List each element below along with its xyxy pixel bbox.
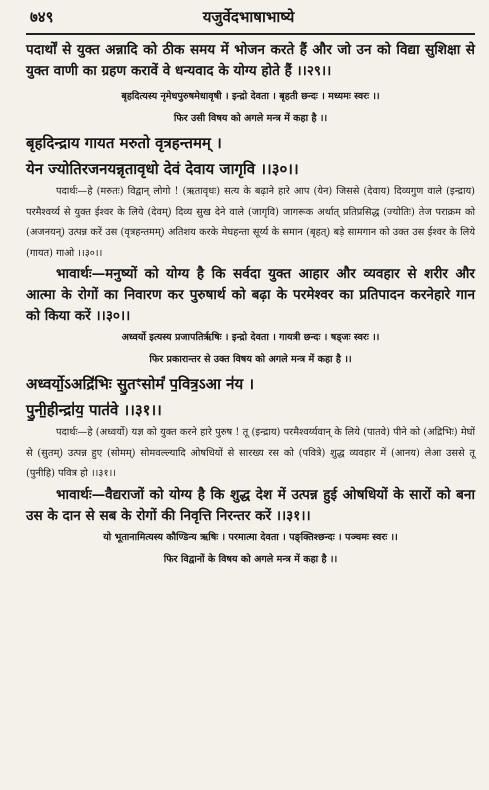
- mantra-intro: फिर विद्वानों के विषय को अगले मन्त्र में कहा है ।।: [163, 553, 338, 565]
- mantra-intro: फिर प्रकारान्तर से उक्त विषय को अगले मन्त्र में कहा है ।।: [149, 354, 352, 365]
- mantra-line: पु॒नी॒हीन्द्रा॑य॒ पात॑वे ।।३१।।: [26, 401, 162, 419]
- bhavartha: भावार्थः—मनुष्यों को योग्य है कि सर्वदा युक्त आहार और व्यवहार से शरीर और आत्मा के रोगों का निवारण कर पुरुषार्थ को बढ़ा के परमेश्वर का प्रतिपादन करनेहारे गान को किया करें ।।३०।।: [26, 266, 475, 324]
- mantra-metadata: बृहदित्यस्य नृमेधपुरुषमेधावृषी । इन्द्रो देवता । बृहती छन्दः । मध्यमः स्वरः ।।: [121, 91, 380, 102]
- page-header: [26, 0, 471, 28]
- mantra-line: येन ज्योतिरजनयन्नृतावृधो देवं देवाय जागृवि ।।३०।।: [26, 160, 299, 178]
- word-meaning: पदार्थः—हे (अध्वर्यो) यज्ञ को युक्त करने हारे पुरुष ! तू (इन्द्राय) परमैश्वर्य्यवान् के लिये (पातवे) पीने को (अद्रिभिः) मेघों से (सुतम्) उत्पन्न हुए (सोमम्) सोमवल्ल्यादि ओषधियों से सारख्य रस को (पवित्रे) शुद्ध व्यवहार में (आनय) लेआ उससे तू (पुनीहि) पवित्र हो ।।३१।।: [26, 427, 475, 479]
- mantra-line: अध्वर्यो॒ऽअद्रि॑भिः सु॒तꣳसोमं॑ प॒वित्र॒ऽआ न॑य ।: [26, 375, 255, 393]
- page-body: [26, 40, 475, 571]
- word-meaning: पदार्थः—हे (मरुतः) विद्वान् लोगो ! (ऋतावृधः) सत्य के बढ़ाने हारे आप (येन) जिससे (देवाय) दिव्यगुण वाले (इन्द्राय) परमैश्वर्य्य से युक्त ईश्वर के लिये (देवम्) दिव्य सुख देने वाले (जागृवि) जागरूक अर्थात् प्रतिप्रसिद्ध (ज्योतिः) तेज पराक्रम को (अजनयन्) उत्पन्न करें उस (वृत्रहन्तमम्) अतिशय करके मेघहन्ता सूर्य्य के समान (बृहत्) बड़े सामगान को उक्त उस ईश्वर के लिये (गायत) गाओ ।।३०।।: [26, 186, 475, 259]
- mantra-intro: फिर उसी विषय को अगले मन्त्र में कहा है ।।: [173, 113, 328, 124]
- mantra-line: बृहदिन्द्राय गायत मरुतो वृत्रहन्तमम् ।: [26, 134, 222, 152]
- mantra-metadata: अध्वर्यो इत्यस्य प्रजापतिर्ऋषिः । इन्द्रो देवता । गायत्री छन्दः । षड्जः स्वरः ।।: [121, 332, 380, 343]
- paragraph-continued: पदार्थों से युक्त अन्नादि को ठीक समय में भोजन करते हैं और जो उन को विद्या सुशिक्षा से युक्त वाणी का ग्रहण करावें वे धन्यवाद के योग्य होते हैं ।।२९।।: [26, 42, 475, 79]
- mantra-metadata: यो भूतानामित्यस्य कौण्डिन्य ऋषिः । परमात्मा देवता । पङ्क्तिश्छन्दः । पञ्चमः स्वरः ।।: [103, 531, 398, 543]
- page-number: ७४९: [30, 8, 54, 26]
- bhavartha: भावार्थः—वैद्यराजों को योग्य है कि शुद्ध देश में उत्पन्न हुई ओषधियों के सारों को बना उस के दान से सब के रोगों की निवृत्ति निरन्तर करें ।।३१।।: [26, 486, 475, 524]
- running-title: यजुर्वेदभाषाभाष्ये: [202, 8, 295, 26]
- header-rule: [26, 33, 475, 35]
